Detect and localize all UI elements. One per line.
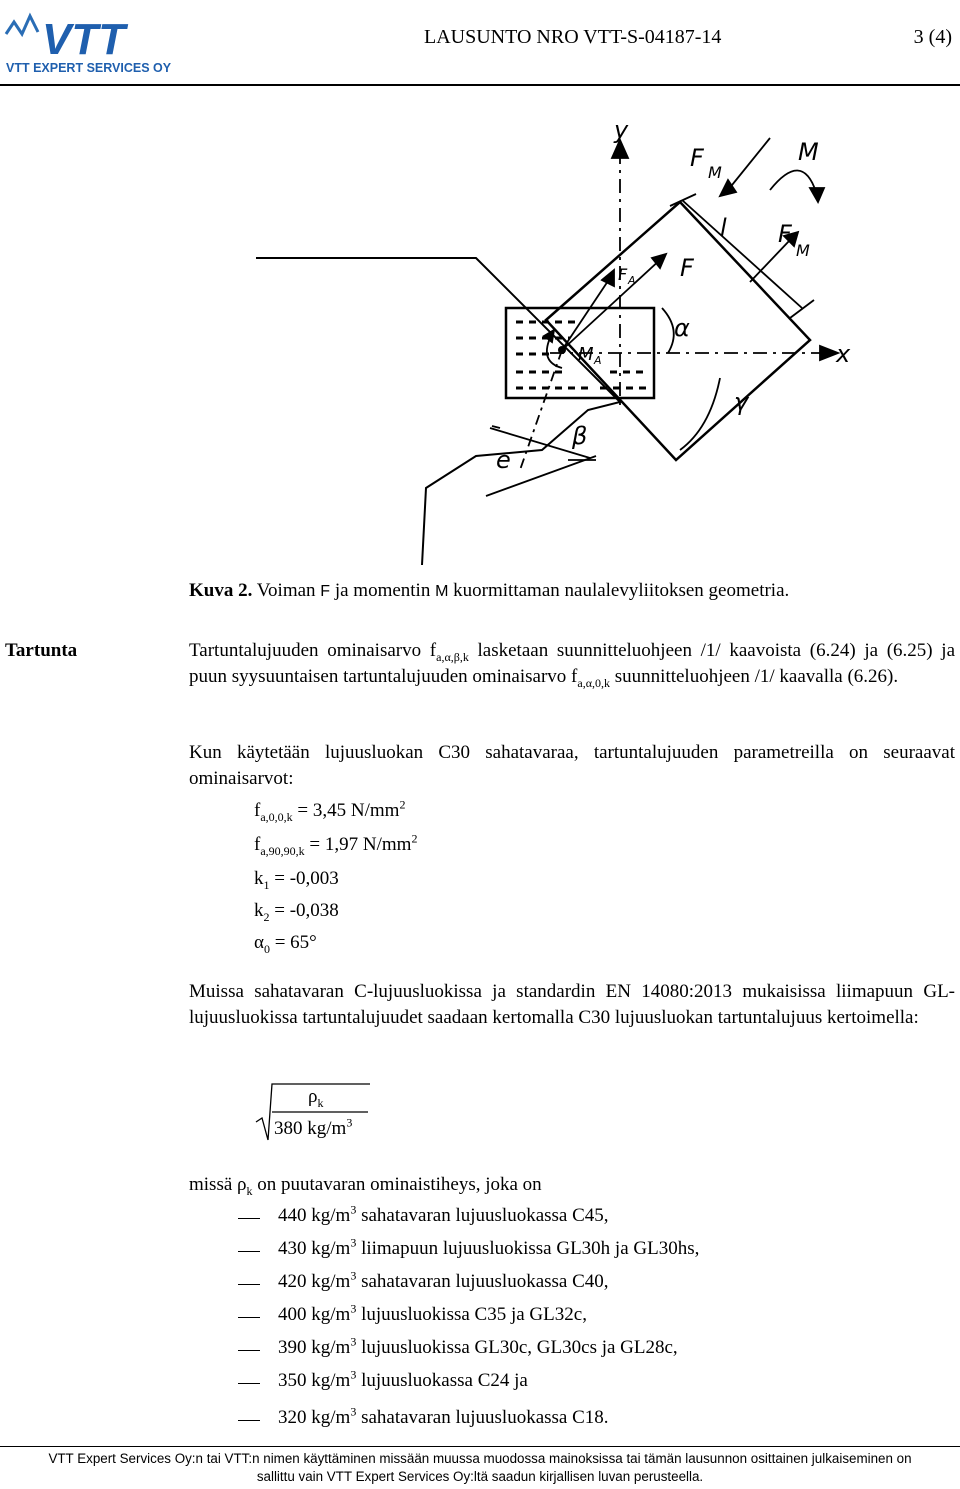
list-dash: [238, 1317, 260, 1318]
label-e: e: [496, 446, 511, 474]
vtt-logo: [4, 4, 184, 76]
label-beta: β: [572, 422, 588, 450]
value-symbol: k: [254, 900, 264, 921]
formula-rho: ρ: [308, 1086, 318, 1107]
value-row: [254, 932, 417, 964]
list-item-sup: 3: [350, 1301, 357, 1316]
list-item-value: 350 kg/m: [278, 1370, 351, 1391]
label-fa-sub: A: [628, 274, 636, 287]
list-dash: [238, 1251, 260, 1252]
header-rule: [0, 84, 960, 86]
list-dash: [238, 1218, 260, 1219]
value-symbol: α: [254, 932, 264, 953]
label-l: l: [720, 214, 727, 242]
list-item-text: sahatavaran lujuusluokassa C45,: [356, 1205, 609, 1226]
value-sub: a,90,90,k: [260, 843, 305, 858]
caption-mid: ja momentin: [334, 580, 431, 601]
paragraph-3: Muissa sahatavaran C-lujuusluokissa ja standardin EN 14080:2013 mukaisissa liimapuun GL-lujuusluokissa tartuntalujuudet saadaan kertomalla C30 lujuusluokan tartuntalujuus kertoimella:: [189, 981, 955, 1028]
list-item: [278, 1367, 528, 1392]
value-text: = 65°: [269, 932, 317, 953]
value-sub: 0: [263, 941, 270, 956]
list-item-value: 400 kg/m: [278, 1304, 351, 1325]
list-item-sup: 3: [350, 1202, 357, 1217]
value-text: = 1,97 N/mm: [304, 834, 412, 855]
paragraph-4: [189, 1172, 542, 1198]
value-sub: 2: [263, 909, 270, 924]
logo-word: VTT: [42, 15, 126, 64]
label-fa: F: [618, 265, 628, 284]
value-sub: a,0,0,k: [260, 809, 293, 824]
label-fm-right: F: [778, 220, 792, 248]
list-dash: [238, 1420, 260, 1421]
paragraph-2: Kun käytetään lujuusluokan C30 sahatavaraa, tartuntalujuuden parametreilla on seuraavat ominaisarvot:: [189, 742, 955, 789]
list-item-sup: 3: [350, 1235, 357, 1250]
label-ma: M: [578, 344, 594, 365]
value-text: = 3,45 N/mm: [292, 800, 400, 821]
value-sup: 2: [399, 797, 406, 812]
caption-post: kuormittaman naulalevyliitoksen geometria.: [453, 580, 790, 601]
list-item-value: 440 kg/m: [278, 1205, 351, 1226]
list-item: [278, 1268, 609, 1293]
value-sub: 1: [263, 877, 270, 892]
list-item-value: 390 kg/m: [278, 1337, 351, 1358]
section-label: Tartunta: [5, 640, 78, 661]
list-dash: [238, 1284, 260, 1285]
footer-line-1: VTT Expert Services Oy:n tai VTT:n nimen käyttäminen missään muussa muodossa mainoksissa tai tämän lausunnon osittainen julkaiseminen on: [48, 1451, 912, 1466]
list-dash: [238, 1383, 260, 1384]
list-item-text: sahatavaran lujuusluokassa C40,: [356, 1271, 609, 1292]
list-item-sup: 3: [350, 1404, 357, 1419]
formula-denominator: [274, 1115, 353, 1140]
value-sup: 2: [411, 831, 418, 846]
list-item: [278, 1301, 587, 1326]
label-f: F: [680, 254, 694, 282]
density-factor-formula: [254, 1078, 384, 1148]
label-m: M: [798, 138, 819, 166]
geometry-figure: [250, 110, 870, 570]
list-item: [278, 1202, 609, 1227]
report-title: LAUSUNTO NRO VTT-S-04187-14: [424, 26, 722, 48]
para4-sub: k: [246, 1183, 253, 1198]
para4-text-b: on puutavaran ominaistiheys, joka on: [252, 1174, 542, 1195]
logo-subtitle: VTT EXPERT SERVICES OY: [6, 61, 172, 75]
list-item-value: 420 kg/m: [278, 1271, 351, 1292]
para1-text-b: lasketaan suunnitteluohjeen /1/ kaavoista (6.24) ja (6.25) ja puun syysuuntaisen tartuntalujuuden ominaisarvo f: [189, 640, 956, 687]
caption-f: F: [320, 583, 331, 600]
caption-pre: Voiman: [256, 580, 316, 601]
label-alpha: α: [674, 314, 690, 342]
list-item-sup: 3: [350, 1367, 357, 1382]
paragraph-1: [189, 638, 955, 690]
list-item: [278, 1235, 700, 1260]
value-symbol: f: [254, 834, 261, 855]
label-gamma: γ: [734, 388, 749, 416]
figure-caption: [189, 578, 789, 605]
list-item-value: 430 kg/m: [278, 1238, 351, 1259]
formula-numerator: [308, 1086, 323, 1108]
joint-geometry-diagram: [250, 110, 870, 570]
value-row: [254, 831, 418, 868]
value-symbol: f: [254, 800, 261, 821]
list-item: [278, 1404, 609, 1429]
formula-den-sup: 3: [346, 1115, 353, 1130]
value-row: [254, 900, 417, 932]
label-fm-top: F: [690, 144, 704, 172]
list-item-text: sahatavaran lujuusluokassa C18.: [356, 1407, 609, 1428]
list-item: [278, 1334, 678, 1359]
footer-line-2: sallittu vain VTT Expert Services Oy:ltä saadun kirjallisen luvan perusteella.: [256, 1469, 704, 1484]
page-number: 3 (4): [913, 26, 952, 48]
list-item-sup: 3: [350, 1268, 357, 1283]
para1-sub-2: a,α,0,k: [577, 675, 611, 690]
value-text: = -0,003: [269, 868, 339, 889]
list-item-text: lujuusluokissa GL30c, GL30cs ja GL28c,: [356, 1337, 678, 1358]
caption-label: Kuva 2.: [189, 580, 253, 601]
list-item-value: 320 kg/m: [278, 1407, 351, 1428]
footer-rule: [0, 1446, 960, 1447]
value-row: [254, 868, 417, 900]
para4-text-a: missä ρ: [189, 1174, 247, 1195]
value-text: = -0,038: [269, 900, 339, 921]
para1-text-c: suunnitteluohjeen /1/ kaavalla (6.26).: [610, 666, 899, 687]
value-symbol: k: [254, 868, 264, 889]
formula-den-text: 380 kg/m: [274, 1118, 347, 1139]
list-item-text: lujuusluokissa C35 ja GL32c,: [356, 1304, 587, 1325]
label-x: x: [836, 340, 851, 368]
list-item-text: lujuusluokassa C24 ja: [356, 1370, 528, 1391]
caption-m: M: [435, 583, 449, 600]
vtt-logo-icon: [4, 4, 184, 76]
value-row: [254, 797, 417, 834]
list-dash: [238, 1350, 260, 1351]
para1-text-a: Tartuntalujuuden ominaisarvo f: [189, 640, 437, 661]
para1-sub-1: a,α,β,k: [436, 649, 469, 664]
list-item-text: liimapuun lujuusluokissa GL30h ja GL30hs,: [356, 1238, 700, 1259]
list-item-sup: 3: [350, 1334, 357, 1349]
parameter-values: [254, 797, 418, 964]
label-ma-sub: A: [594, 354, 602, 367]
formula-rho-sub: k: [317, 1095, 324, 1110]
label-fm-top-sub: M: [708, 163, 722, 182]
label-fm-right-sub: M: [796, 241, 810, 260]
label-y: y: [614, 116, 629, 144]
